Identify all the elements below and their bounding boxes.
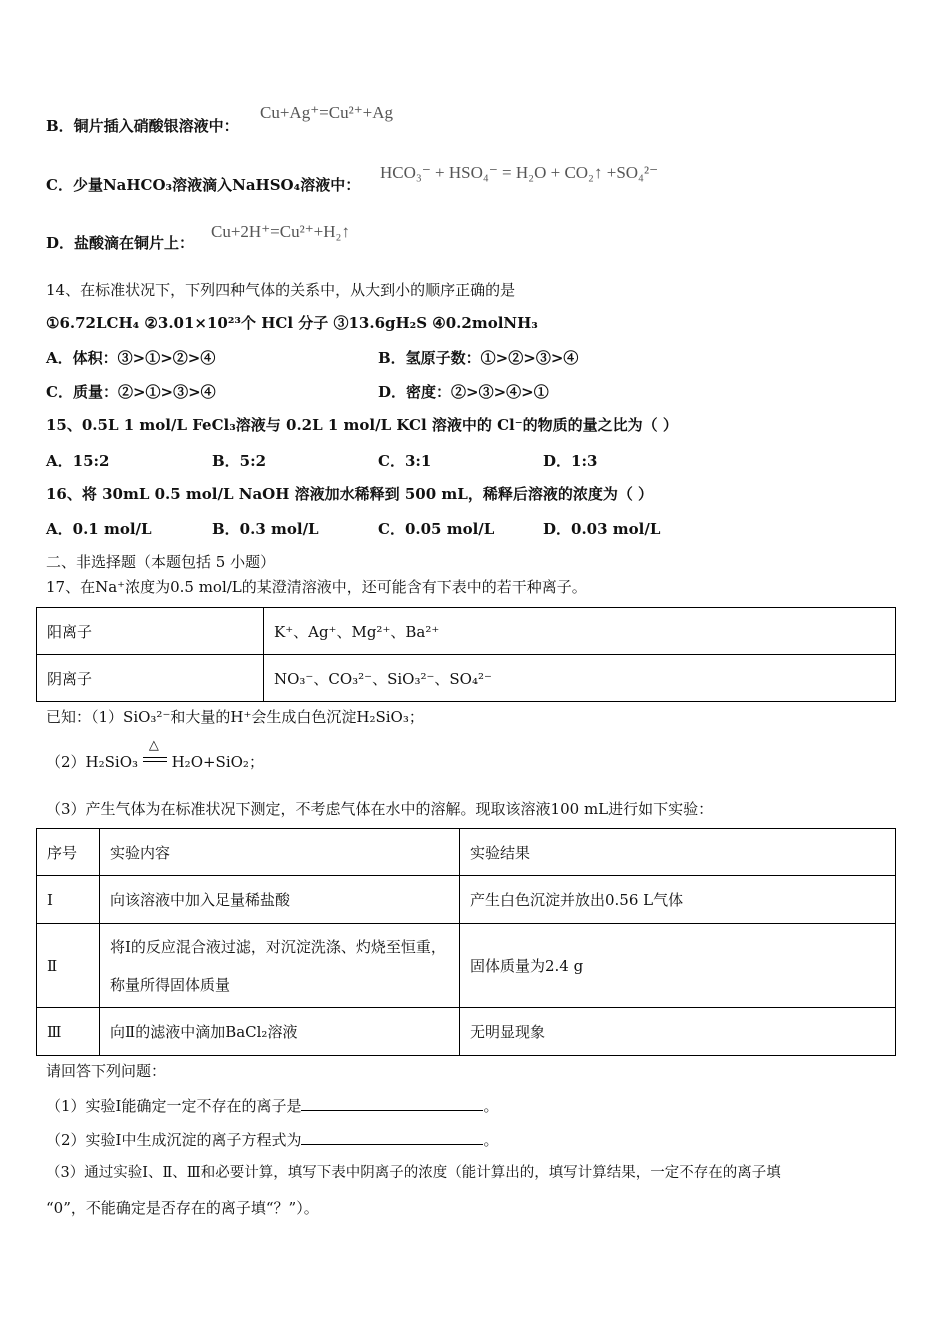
q13-option-d-equation: Cu+2H⁺=Cu²⁺+H₂↑ bbox=[211, 222, 350, 241]
known2-right: H₂O+SiO₂； bbox=[171, 753, 264, 771]
q16-option-d: D．0.03 mol/L bbox=[543, 520, 661, 538]
heat-triangle-icon: △ bbox=[148, 738, 159, 753]
q14-stem: 14、在标准状况下，下列四种气体的关系中，从大到小的顺序正确的是 bbox=[46, 281, 516, 299]
q13-option-c-label: C．少量NaHCO₃溶液滴入NaHSO₄溶液中： bbox=[46, 176, 361, 194]
sub-question-3-line1: （3）通过实验Ⅰ、Ⅱ、Ⅲ和必要计算，填写下表中阴离子的浓度（能计算出的，填写计算结果，一定不存在的离子填 bbox=[46, 1165, 781, 1181]
answer-blank[interactable] bbox=[301, 1129, 483, 1145]
header-content: 实验内容 bbox=[100, 829, 460, 876]
ion-table bbox=[36, 607, 896, 702]
experiment-table bbox=[36, 828, 896, 1056]
ion-table-label: 阳离子 bbox=[37, 608, 264, 655]
q13-option-d-label: D．盐酸滴在铜片上： bbox=[46, 234, 195, 252]
exp-result: 固体质量为2.4 g bbox=[460, 924, 896, 1008]
q13-option-b-equation: Cu+Ag⁺=Cu²⁺+Ag bbox=[260, 103, 394, 122]
sub-question-3-line2: “0”，不能确定是否存在的离子填“？”）。 bbox=[46, 1199, 319, 1217]
q16-option-c: C．0.05 mol/L bbox=[378, 520, 495, 538]
q16-option-b: B．0.3 mol/L bbox=[212, 520, 319, 538]
q14-option-b: B．氢原子数：①>②>③>④ bbox=[378, 349, 579, 367]
q14-option-d: D．密度：②>③>④>① bbox=[378, 383, 549, 401]
q13-option-c-equation: HCO₃⁻ + HSO₄⁻ = H₂O + CO₂↑ +SO₄²⁻ bbox=[380, 163, 659, 182]
q16-option-a: A．0.1 mol/L bbox=[46, 520, 152, 538]
q15-option-b: B．5:2 bbox=[212, 452, 267, 470]
sub2-end: 。 bbox=[483, 1131, 499, 1149]
exp-no: Ⅱ bbox=[37, 924, 100, 1008]
ion-table-ions: NO₃⁻、CO₃²⁻、SiO₃²⁻、SO₄²⁻ bbox=[264, 655, 896, 702]
heat-condition-sign bbox=[143, 738, 167, 772]
sub-question-1 bbox=[46, 1095, 499, 1116]
header-result: 实验结果 bbox=[460, 829, 896, 876]
table-row bbox=[37, 876, 896, 924]
table-row bbox=[37, 829, 896, 876]
ion-table-label: 阴离子 bbox=[37, 655, 264, 702]
table-row bbox=[37, 1008, 896, 1056]
ion-table-ions: K⁺、Ag⁺、Mg²⁺、Ba²⁺ bbox=[264, 608, 896, 655]
known-condition-3: （3）产生气体为在标准状况下测定，不考虑气体在水中的溶解。现取该溶液100 mL进行如下实验： bbox=[46, 800, 714, 818]
q13-option-b-label: B．铜片插入硝酸银溶液中： bbox=[46, 117, 239, 135]
ask-heading: 请回答下列问题： bbox=[46, 1062, 167, 1080]
sub-question-2 bbox=[46, 1129, 499, 1150]
q15-option-c: C．3:1 bbox=[378, 452, 432, 470]
exp-no: Ⅲ bbox=[37, 1008, 100, 1056]
exp-result: 产生白色沉淀并放出0.56 L气体 bbox=[460, 876, 896, 924]
answer-blank[interactable] bbox=[301, 1095, 483, 1111]
header-no: 序号 bbox=[37, 829, 100, 876]
q17-stem: 17、在Na⁺浓度为0.5 mol/L的某澄清溶液中，还可能含有下表中的若干种离子。 bbox=[46, 578, 587, 596]
q15-option-d: D．1:3 bbox=[543, 452, 598, 470]
q14-items: ①6.72LCH₄ ②3.01×10²³个 HCl 分子 ③13.6gH₂S ④0.2molNH₃ bbox=[46, 314, 538, 332]
sub1-text: （1）实验Ⅰ能确定一定不存在的离子是 bbox=[46, 1097, 302, 1115]
known-condition-2 bbox=[46, 738, 264, 772]
q15-option-a: A．15:2 bbox=[46, 452, 110, 470]
q16-stem: 16、将 30mL 0.5 mol/L NaOH 溶液加水稀释到 500 mL，稀释后溶液的浓度为（ ） bbox=[46, 485, 654, 503]
section-heading: 二、非选择题（本题包括 5 小题） bbox=[46, 553, 276, 571]
exp-result: 无明显现象 bbox=[460, 1008, 896, 1056]
q14-option-a: A．体积：③>①>②>④ bbox=[46, 349, 216, 367]
exp-no: Ⅰ bbox=[37, 876, 100, 924]
q14-option-c: C．质量：②>①>③>④ bbox=[46, 383, 216, 401]
exp-content: 向该溶液中加入足量稀盐酸 bbox=[100, 876, 460, 924]
known-condition-1: 已知：（1）SiO₃²⁻和大量的H⁺会生成白色沉淀H₂SiO₃； bbox=[46, 708, 424, 726]
ion-table-row bbox=[37, 655, 896, 702]
q15-stem: 15、0.5L 1 mol/L FeCl₃溶液与 0.2L 1 mol/L KCl 溶液中的 Cl⁻的物质的量之比为（ ） bbox=[46, 416, 678, 434]
known2-left: （2）H₂SiO₃ bbox=[46, 753, 139, 771]
sub2-text: （2）实验Ⅰ中生成沉淀的离子方程式为 bbox=[46, 1131, 302, 1149]
sub1-end: 。 bbox=[483, 1097, 499, 1115]
exp-content: 向Ⅱ的滤液中滴加BaCl₂溶液 bbox=[100, 1008, 460, 1056]
table-row bbox=[37, 924, 896, 1008]
ion-table-row bbox=[37, 608, 896, 655]
exp-content: 将Ⅰ的反应混合液过滤，对沉淀洗涤、灼烧至恒重，称量所得固体质量 bbox=[100, 924, 460, 1008]
